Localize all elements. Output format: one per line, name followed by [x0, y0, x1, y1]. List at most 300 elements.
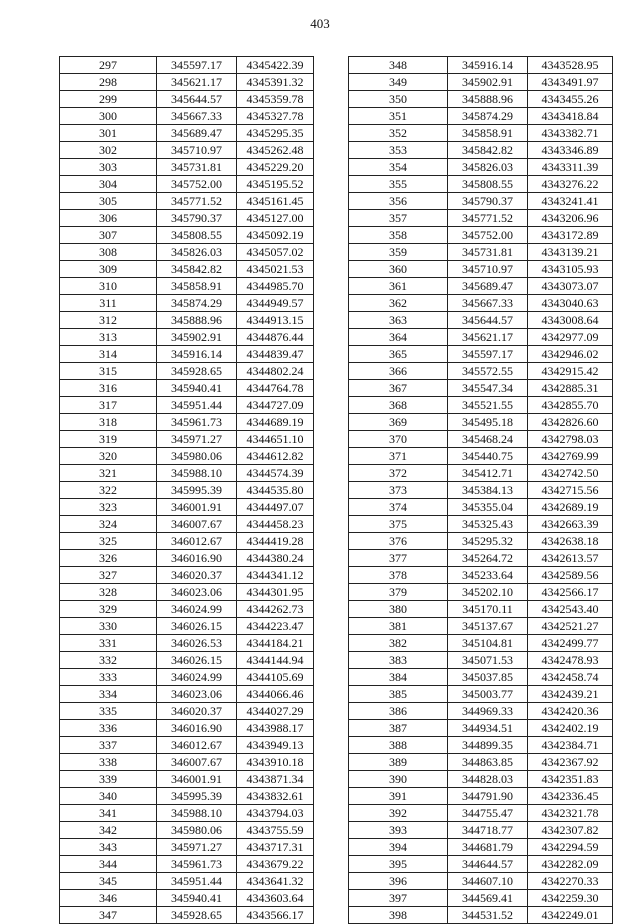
y-coordinate-cell: 4345161.45: [237, 193, 314, 210]
x-coordinate-cell: 346016.90: [157, 720, 237, 737]
point-number-cell: 380: [349, 601, 448, 618]
x-coordinate-cell: 345325.43: [448, 516, 528, 533]
x-coordinate-cell: 346007.67: [157, 516, 237, 533]
table-row: [60, 465, 314, 482]
y-coordinate-cell: 4344144.94: [237, 652, 314, 669]
x-coordinate-cell: 345988.10: [157, 465, 237, 482]
x-coordinate-cell: 345731.81: [448, 244, 528, 261]
x-coordinate-cell: 346020.37: [157, 703, 237, 720]
table-row: [60, 295, 314, 312]
y-coordinate-cell: 4342826.60: [528, 414, 613, 431]
y-coordinate-cell: 4344262.73: [237, 601, 314, 618]
y-coordinate-cell: 4342259.30: [528, 890, 613, 907]
table-row: [60, 176, 314, 193]
y-coordinate-cell: 4344727.09: [237, 397, 314, 414]
point-number-cell: 303: [60, 159, 157, 176]
y-coordinate-cell: 4342915.42: [528, 363, 613, 380]
y-coordinate-cell: 4343073.07: [528, 278, 613, 295]
table-row: [60, 771, 314, 788]
y-coordinate-cell: 4343105.93: [528, 261, 613, 278]
table-row: [349, 363, 613, 380]
x-coordinate-cell: 345412.71: [448, 465, 528, 482]
x-coordinate-cell: 345104.81: [448, 635, 528, 652]
y-coordinate-cell: 4343040.63: [528, 295, 613, 312]
table-row: [60, 516, 314, 533]
point-number-cell: 397: [349, 890, 448, 907]
table-row: [349, 414, 613, 431]
y-coordinate-cell: 4344458.23: [237, 516, 314, 533]
x-coordinate-cell: 346026.15: [157, 652, 237, 669]
y-coordinate-cell: 4344419.28: [237, 533, 314, 550]
table-row: [349, 482, 613, 499]
table-row: [60, 57, 314, 74]
point-number-cell: 301: [60, 125, 157, 142]
table-row: [349, 822, 613, 839]
table-row: [60, 652, 314, 669]
point-number-cell: 339: [60, 771, 157, 788]
y-coordinate-cell: 4345327.78: [237, 108, 314, 125]
y-coordinate-cell: 4343871.34: [237, 771, 314, 788]
y-coordinate-cell: 4344105.69: [237, 669, 314, 686]
y-coordinate-cell: 4343206.96: [528, 210, 613, 227]
y-coordinate-cell: 4344949.57: [237, 295, 314, 312]
x-coordinate-cell: 345752.00: [157, 176, 237, 193]
x-coordinate-cell: 344681.79: [448, 839, 528, 856]
y-coordinate-cell: 4345092.19: [237, 227, 314, 244]
y-coordinate-cell: 4342855.70: [528, 397, 613, 414]
y-coordinate-cell: 4345127.00: [237, 210, 314, 227]
x-coordinate-cell: 346020.37: [157, 567, 237, 584]
y-coordinate-cell: 4342270.33: [528, 873, 613, 890]
y-coordinate-cell: 4343988.17: [237, 720, 314, 737]
table-row: [349, 380, 613, 397]
table-row: [60, 907, 314, 924]
x-coordinate-cell: 345995.39: [157, 788, 237, 805]
point-number-cell: 302: [60, 142, 157, 159]
point-number-cell: 330: [60, 618, 157, 635]
x-coordinate-cell: 345468.24: [448, 431, 528, 448]
table-row: [349, 227, 613, 244]
x-coordinate-cell: 346007.67: [157, 754, 237, 771]
y-coordinate-cell: 4344184.21: [237, 635, 314, 652]
x-coordinate-cell: 345858.91: [157, 278, 237, 295]
table-row: [349, 907, 613, 924]
point-number-cell: 384: [349, 669, 448, 686]
point-number-cell: 335: [60, 703, 157, 720]
point-number-cell: 390: [349, 771, 448, 788]
x-coordinate-cell: 345980.06: [157, 822, 237, 839]
point-number-cell: 352: [349, 125, 448, 142]
table-row: [349, 601, 613, 618]
x-coordinate-cell: 345264.72: [448, 550, 528, 567]
point-number-cell: 385: [349, 686, 448, 703]
x-coordinate-cell: 345597.17: [157, 57, 237, 74]
point-number-cell: 387: [349, 720, 448, 737]
x-coordinate-cell: 344934.51: [448, 720, 528, 737]
x-coordinate-cell: 345644.57: [157, 91, 237, 108]
x-coordinate-cell: 345790.37: [448, 193, 528, 210]
table-row: [60, 703, 314, 720]
table-row: [349, 805, 613, 822]
table-row: [349, 839, 613, 856]
table-row: [349, 499, 613, 516]
point-number-cell: 297: [60, 57, 157, 74]
y-coordinate-cell: 4343455.26: [528, 91, 613, 108]
point-number-cell: 367: [349, 380, 448, 397]
x-coordinate-cell: 344969.33: [448, 703, 528, 720]
y-coordinate-cell: 4342689.19: [528, 499, 613, 516]
x-coordinate-cell: 344755.47: [448, 805, 528, 822]
x-coordinate-cell: 345902.91: [157, 329, 237, 346]
x-coordinate-cell: 345874.29: [157, 295, 237, 312]
table-row: [349, 584, 613, 601]
table-row: [60, 414, 314, 431]
y-coordinate-cell: 4342321.78: [528, 805, 613, 822]
x-coordinate-cell: 345621.17: [448, 329, 528, 346]
y-coordinate-cell: 4343311.39: [528, 159, 613, 176]
y-coordinate-cell: 4345262.48: [237, 142, 314, 159]
x-coordinate-cell: 344718.77: [448, 822, 528, 839]
x-coordinate-cell: 344899.35: [448, 737, 528, 754]
table-row: [60, 329, 314, 346]
table-row: [60, 91, 314, 108]
point-number-cell: 379: [349, 584, 448, 601]
table-row: [60, 346, 314, 363]
table-row: [60, 584, 314, 601]
x-coordinate-cell: 344791.90: [448, 788, 528, 805]
table-row: [60, 210, 314, 227]
y-coordinate-cell: 4342885.31: [528, 380, 613, 397]
y-coordinate-cell: 4343382.71: [528, 125, 613, 142]
point-number-cell: 324: [60, 516, 157, 533]
y-coordinate-cell: 4343794.03: [237, 805, 314, 822]
coordinates-table-left: [59, 56, 314, 924]
y-coordinate-cell: 4344612.82: [237, 448, 314, 465]
x-coordinate-cell: 345988.10: [157, 805, 237, 822]
point-number-cell: 357: [349, 210, 448, 227]
point-number-cell: 396: [349, 873, 448, 890]
point-number-cell: 315: [60, 363, 157, 380]
y-coordinate-cell: 4344876.44: [237, 329, 314, 346]
x-coordinate-cell: 345752.00: [448, 227, 528, 244]
point-number-cell: 298: [60, 74, 157, 91]
y-coordinate-cell: 4344764.78: [237, 380, 314, 397]
y-coordinate-cell: 4344913.15: [237, 312, 314, 329]
y-coordinate-cell: 4345057.02: [237, 244, 314, 261]
point-number-cell: 383: [349, 652, 448, 669]
point-number-cell: 316: [60, 380, 157, 397]
point-number-cell: 336: [60, 720, 157, 737]
x-coordinate-cell: 345916.14: [448, 57, 528, 74]
point-number-cell: 308: [60, 244, 157, 261]
y-coordinate-cell: 4344301.95: [237, 584, 314, 601]
x-coordinate-cell: 345170.11: [448, 601, 528, 618]
point-number-cell: 381: [349, 618, 448, 635]
y-coordinate-cell: 4342249.01: [528, 907, 613, 924]
y-coordinate-cell: 4342307.82: [528, 822, 613, 839]
point-number-cell: 349: [349, 74, 448, 91]
point-number-cell: 309: [60, 261, 157, 278]
x-coordinate-cell: 345037.85: [448, 669, 528, 686]
point-number-cell: 391: [349, 788, 448, 805]
point-number-cell: 345: [60, 873, 157, 890]
y-coordinate-cell: 4342420.36: [528, 703, 613, 720]
table-row: [60, 635, 314, 652]
point-number-cell: 392: [349, 805, 448, 822]
table-row: [60, 550, 314, 567]
x-coordinate-cell: 346026.15: [157, 618, 237, 635]
y-coordinate-cell: 4344535.80: [237, 482, 314, 499]
table-row: [349, 278, 613, 295]
x-coordinate-cell: 345731.81: [157, 159, 237, 176]
y-coordinate-cell: 4342458.74: [528, 669, 613, 686]
y-coordinate-cell: 4344223.47: [237, 618, 314, 635]
table-row: [349, 618, 613, 635]
point-number-cell: 376: [349, 533, 448, 550]
y-coordinate-cell: 4344651.10: [237, 431, 314, 448]
point-number-cell: 348: [349, 57, 448, 74]
point-number-cell: 323: [60, 499, 157, 516]
point-number-cell: 299: [60, 91, 157, 108]
x-coordinate-cell: 344828.03: [448, 771, 528, 788]
y-coordinate-cell: 4343566.17: [237, 907, 314, 924]
table-row: [349, 74, 613, 91]
x-coordinate-cell: 345572.55: [448, 363, 528, 380]
x-coordinate-cell: 345808.55: [448, 176, 528, 193]
x-coordinate-cell: 345440.75: [448, 448, 528, 465]
y-coordinate-cell: 4344574.39: [237, 465, 314, 482]
x-coordinate-cell: 346024.99: [157, 669, 237, 686]
y-coordinate-cell: 4345195.52: [237, 176, 314, 193]
x-coordinate-cell: 345003.77: [448, 686, 528, 703]
point-number-cell: 366: [349, 363, 448, 380]
table-row: [60, 873, 314, 890]
table-row: [60, 720, 314, 737]
table-row: [349, 295, 613, 312]
y-coordinate-cell: 4344985.70: [237, 278, 314, 295]
point-number-cell: 322: [60, 482, 157, 499]
table-row: [349, 550, 613, 567]
x-coordinate-cell: 345858.91: [448, 125, 528, 142]
y-coordinate-cell: 4343172.89: [528, 227, 613, 244]
point-number-cell: 327: [60, 567, 157, 584]
y-coordinate-cell: 4343241.41: [528, 193, 613, 210]
x-coordinate-cell: 345597.17: [448, 346, 528, 363]
point-number-cell: 365: [349, 346, 448, 363]
table-row: [349, 856, 613, 873]
x-coordinate-cell: 345295.32: [448, 533, 528, 550]
y-coordinate-cell: 4342638.18: [528, 533, 613, 550]
y-coordinate-cell: 4342543.40: [528, 601, 613, 618]
point-number-cell: 306: [60, 210, 157, 227]
x-coordinate-cell: 345710.97: [157, 142, 237, 159]
y-coordinate-cell: 4342439.21: [528, 686, 613, 703]
x-coordinate-cell: 345667.33: [448, 295, 528, 312]
point-number-cell: 311: [60, 295, 157, 312]
point-number-cell: 314: [60, 346, 157, 363]
y-coordinate-cell: 4345229.20: [237, 159, 314, 176]
table-row: [60, 601, 314, 618]
x-coordinate-cell: 346024.99: [157, 601, 237, 618]
y-coordinate-cell: 4343603.64: [237, 890, 314, 907]
x-coordinate-cell: 346001.91: [157, 771, 237, 788]
point-number-cell: 362: [349, 295, 448, 312]
point-number-cell: 347: [60, 907, 157, 924]
table-row: [60, 822, 314, 839]
x-coordinate-cell: 345940.41: [157, 890, 237, 907]
x-coordinate-cell: 346012.67: [157, 737, 237, 754]
table-row: [60, 890, 314, 907]
point-number-cell: 333: [60, 669, 157, 686]
y-coordinate-cell: 4343528.95: [528, 57, 613, 74]
y-coordinate-cell: 4342566.17: [528, 584, 613, 601]
y-coordinate-cell: 4342977.09: [528, 329, 613, 346]
point-number-cell: 332: [60, 652, 157, 669]
table-row: [60, 278, 314, 295]
point-number-cell: 318: [60, 414, 157, 431]
point-number-cell: 319: [60, 431, 157, 448]
y-coordinate-cell: 4344802.24: [237, 363, 314, 380]
y-coordinate-cell: 4344066.46: [237, 686, 314, 703]
table-row: [349, 159, 613, 176]
x-coordinate-cell: 344644.57: [448, 856, 528, 873]
table-row: [349, 244, 613, 261]
table-row: [60, 312, 314, 329]
y-coordinate-cell: 4342946.02: [528, 346, 613, 363]
y-coordinate-cell: 4342798.03: [528, 431, 613, 448]
table-row: [349, 108, 613, 125]
point-number-cell: 363: [349, 312, 448, 329]
table-row: [349, 397, 613, 414]
x-coordinate-cell: 344863.85: [448, 754, 528, 771]
table-row: [349, 346, 613, 363]
table-row: [60, 159, 314, 176]
x-coordinate-cell: 344531.52: [448, 907, 528, 924]
y-coordinate-cell: 4342478.93: [528, 652, 613, 669]
x-coordinate-cell: 345071.53: [448, 652, 528, 669]
table-row: [349, 567, 613, 584]
y-coordinate-cell: 4342294.59: [528, 839, 613, 856]
table-row: [60, 754, 314, 771]
y-coordinate-cell: 4343491.97: [528, 74, 613, 91]
table-row: [349, 754, 613, 771]
x-coordinate-cell: 345233.64: [448, 567, 528, 584]
point-number-cell: 312: [60, 312, 157, 329]
point-number-cell: 369: [349, 414, 448, 431]
x-coordinate-cell: 345951.44: [157, 873, 237, 890]
y-coordinate-cell: 4342282.09: [528, 856, 613, 873]
point-number-cell: 398: [349, 907, 448, 924]
x-coordinate-cell: 345961.73: [157, 856, 237, 873]
x-coordinate-cell: 345980.06: [157, 448, 237, 465]
table-row: [60, 227, 314, 244]
table-row: [349, 312, 613, 329]
x-coordinate-cell: 345902.91: [448, 74, 528, 91]
table-row: [60, 669, 314, 686]
point-number-cell: 317: [60, 397, 157, 414]
x-coordinate-cell: 345710.97: [448, 261, 528, 278]
y-coordinate-cell: 4345391.32: [237, 74, 314, 91]
table-row: [349, 176, 613, 193]
x-coordinate-cell: 345547.34: [448, 380, 528, 397]
point-number-cell: 395: [349, 856, 448, 873]
table-row: [349, 193, 613, 210]
x-coordinate-cell: 346026.53: [157, 635, 237, 652]
x-coordinate-cell: 345940.41: [157, 380, 237, 397]
x-coordinate-cell: 345771.52: [448, 210, 528, 227]
table-row: [349, 142, 613, 159]
y-coordinate-cell: 4343641.32: [237, 873, 314, 890]
y-coordinate-cell: 4342589.56: [528, 567, 613, 584]
y-coordinate-cell: 4343755.59: [237, 822, 314, 839]
table-row: [349, 533, 613, 550]
point-number-cell: 304: [60, 176, 157, 193]
table-row: [60, 788, 314, 805]
table-row: [349, 652, 613, 669]
x-coordinate-cell: 345826.03: [157, 244, 237, 261]
y-coordinate-cell: 4344027.29: [237, 703, 314, 720]
table-row: [60, 856, 314, 873]
x-coordinate-cell: 345790.37: [157, 210, 237, 227]
point-number-cell: 351: [349, 108, 448, 125]
y-coordinate-cell: 4345295.35: [237, 125, 314, 142]
y-coordinate-cell: 4342367.92: [528, 754, 613, 771]
y-coordinate-cell: 4343949.13: [237, 737, 314, 754]
table-row: [60, 499, 314, 516]
coordinates-table-right: [348, 56, 613, 924]
y-coordinate-cell: 4342715.56: [528, 482, 613, 499]
y-coordinate-cell: 4342402.19: [528, 720, 613, 737]
y-coordinate-cell: 4342521.27: [528, 618, 613, 635]
y-coordinate-cell: 4342742.50: [528, 465, 613, 482]
x-coordinate-cell: 346023.06: [157, 584, 237, 601]
x-coordinate-cell: 346016.90: [157, 550, 237, 567]
point-number-cell: 355: [349, 176, 448, 193]
point-number-cell: 343: [60, 839, 157, 856]
y-coordinate-cell: 4343008.64: [528, 312, 613, 329]
y-coordinate-cell: 4344497.07: [237, 499, 314, 516]
point-number-cell: 382: [349, 635, 448, 652]
x-coordinate-cell: 345971.27: [157, 431, 237, 448]
point-number-cell: 388: [349, 737, 448, 754]
table-row: [60, 533, 314, 550]
table-row: [349, 873, 613, 890]
y-coordinate-cell: 4342384.71: [528, 737, 613, 754]
point-number-cell: 373: [349, 482, 448, 499]
y-coordinate-cell: 4343276.22: [528, 176, 613, 193]
y-coordinate-cell: 4343910.18: [237, 754, 314, 771]
point-number-cell: 359: [349, 244, 448, 261]
y-coordinate-cell: 4342663.39: [528, 516, 613, 533]
point-number-cell: 358: [349, 227, 448, 244]
point-number-cell: 354: [349, 159, 448, 176]
x-coordinate-cell: 345951.44: [157, 397, 237, 414]
y-coordinate-cell: 4343418.84: [528, 108, 613, 125]
y-coordinate-cell: 4345422.39: [237, 57, 314, 74]
x-coordinate-cell: 345689.47: [157, 125, 237, 142]
table-row: [60, 244, 314, 261]
x-coordinate-cell: 345808.55: [157, 227, 237, 244]
table-row: [349, 890, 613, 907]
point-number-cell: 338: [60, 754, 157, 771]
table-row: [60, 737, 314, 754]
y-coordinate-cell: 4345359.78: [237, 91, 314, 108]
point-number-cell: 361: [349, 278, 448, 295]
x-coordinate-cell: 345916.14: [157, 346, 237, 363]
x-coordinate-cell: 345928.65: [157, 907, 237, 924]
table-row: [60, 261, 314, 278]
x-coordinate-cell: 346023.06: [157, 686, 237, 703]
